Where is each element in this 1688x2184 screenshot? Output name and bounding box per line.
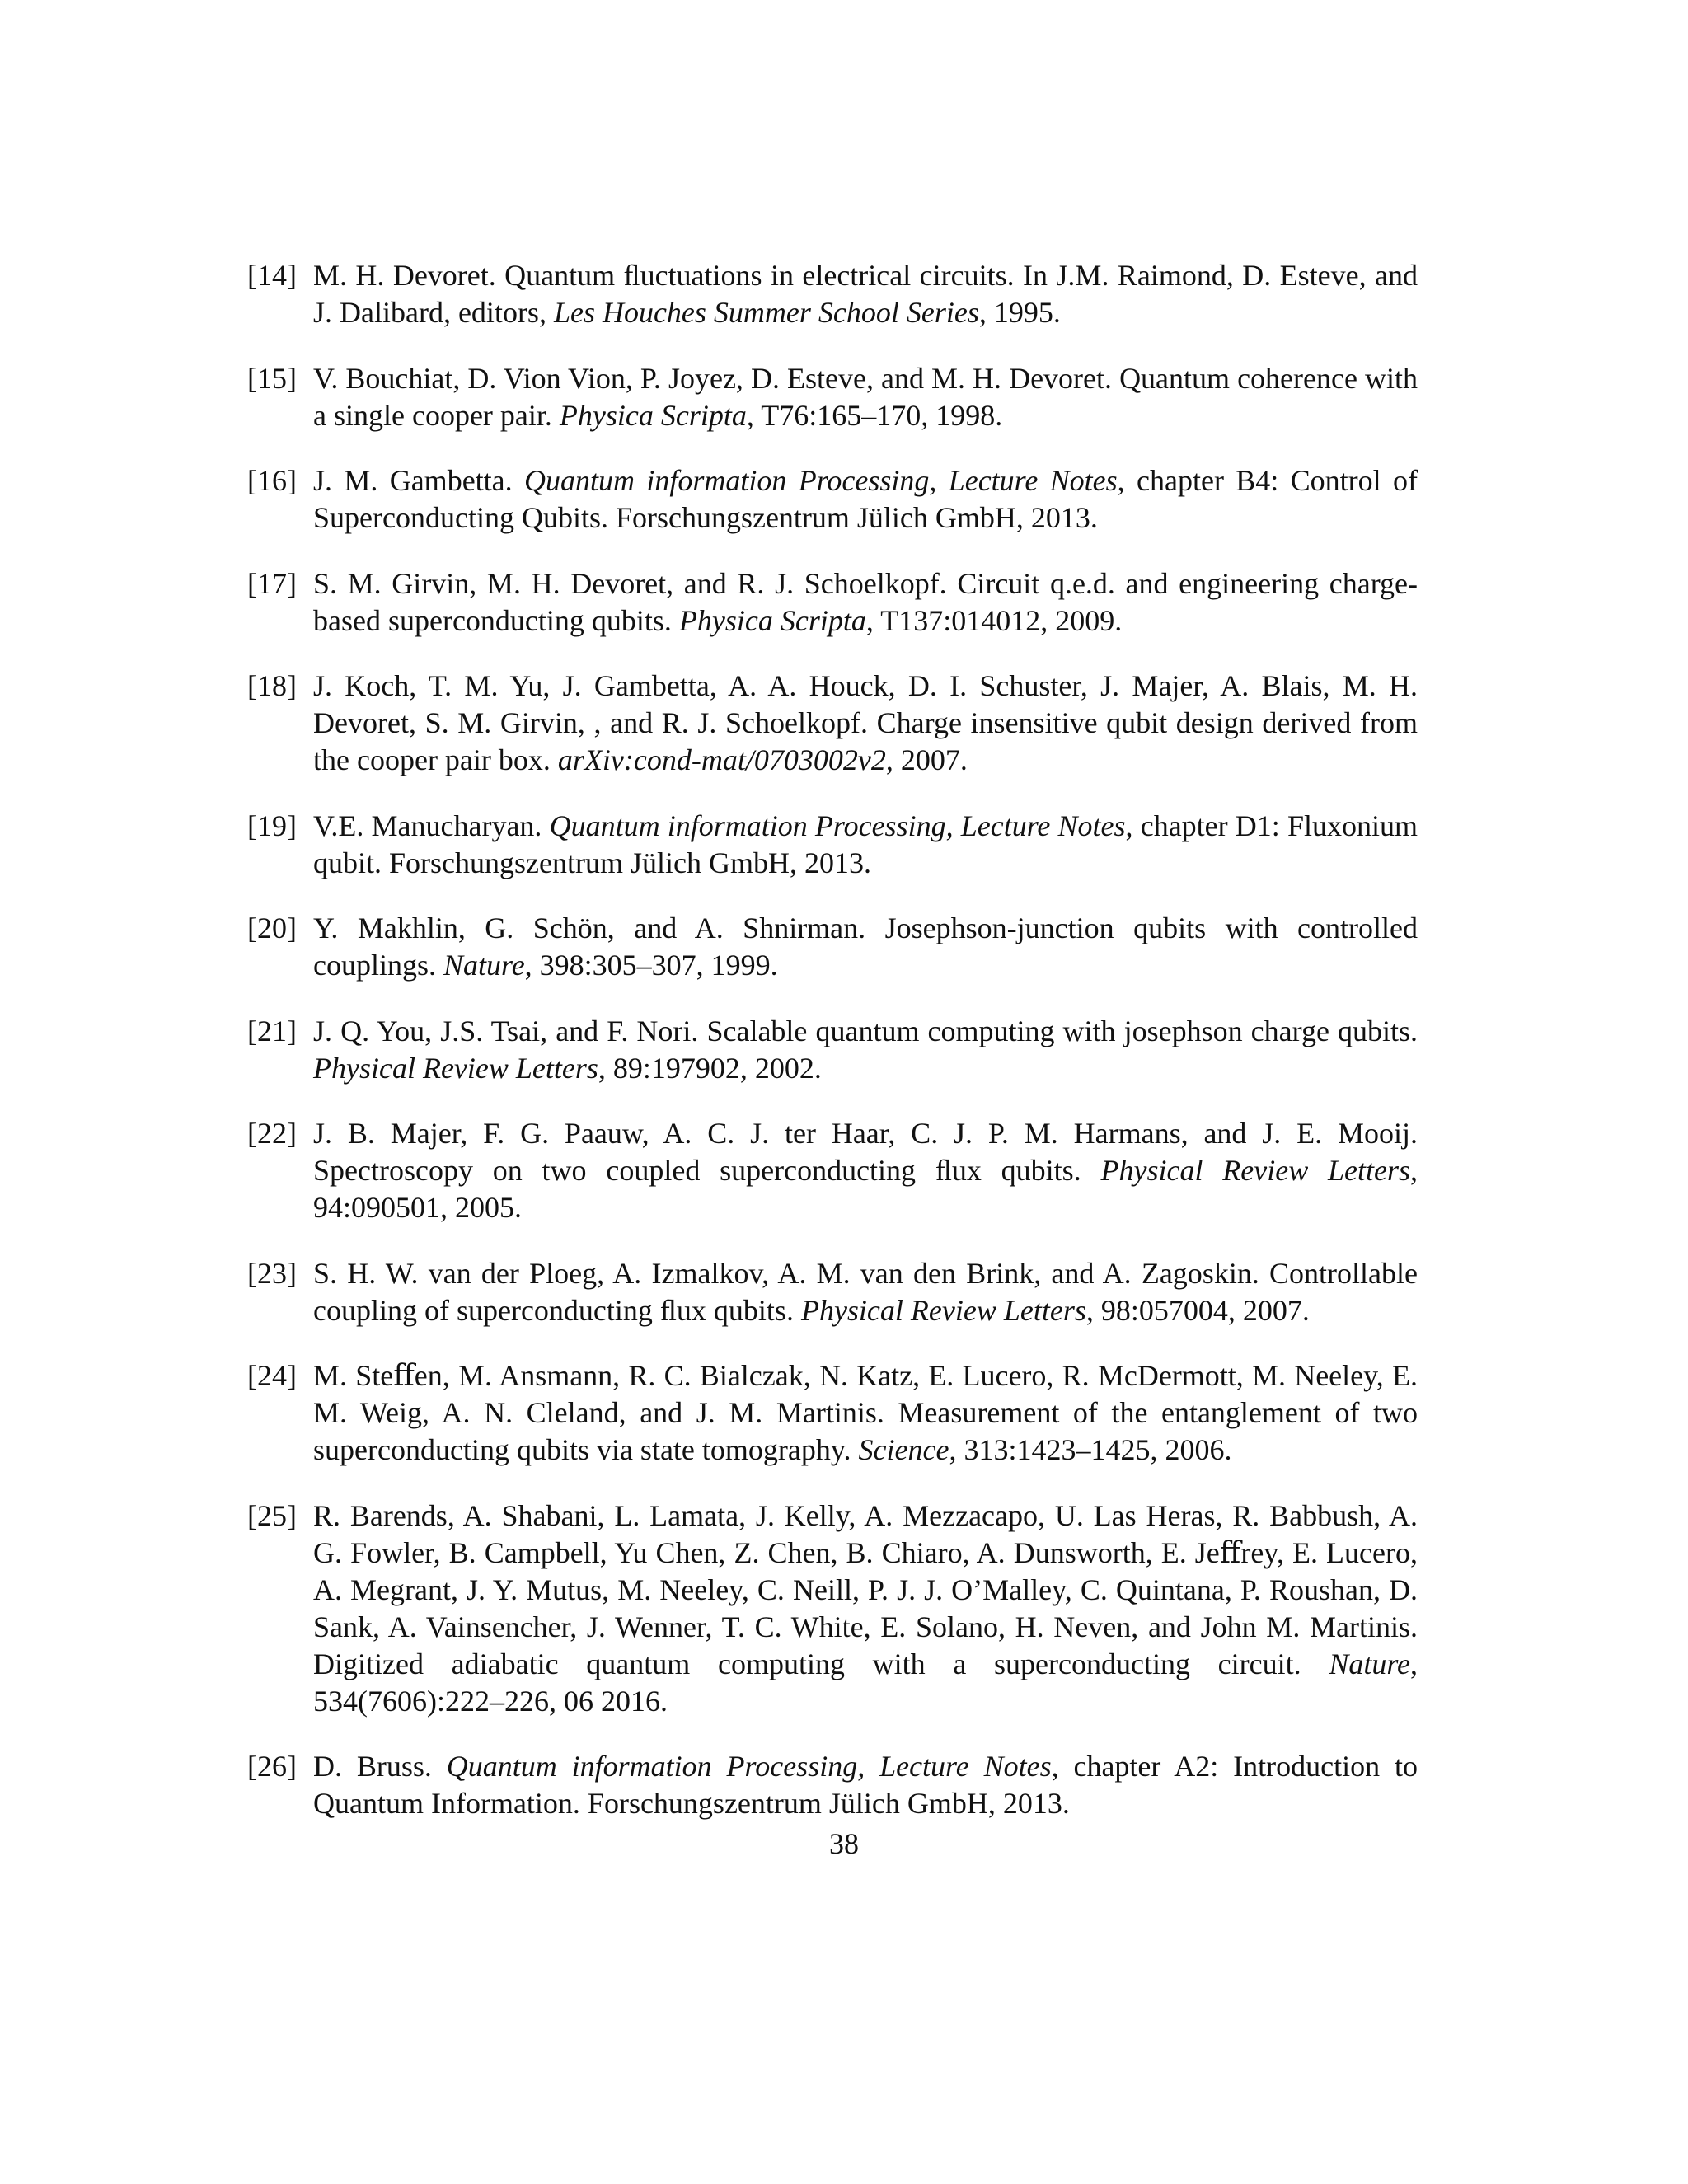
reference-item — [247, 257, 1418, 331]
reference-authors-title: Y. Makhlin, G. Schön, and A. Shnirman. Josephson-junction qubits with controlled couplings. — [313, 912, 1418, 982]
reference-source: Quantum information Processing, Lecture Notes — [446, 1750, 1052, 1783]
reference-authors-title: S. H. W. van der Ploeg, A. Izmalkov, A. M. van den Brink, and A. Zagoskin. Controllable coupling of superconducting ﬂux qubits. — [313, 1256, 1418, 1327]
reference-authors-title: R. Barends, A. Shabani, L. Lamata, J. Kelly, A. Mezzacapo, U. Las Heras, R. Babbush, A. G. Fowler, B. Campbell, Yu Chen, Z. Chen, B. Chiaro, A. Dunsworth, E. Jeﬀrey, E. Lucero, A. Megrant, J. Y. Mutus, M. Neeley, C. Neill, P. J. J. O’Malley, C. Quintana, P. Roushan, D. Sank, A. Vainsencher, J. Wenner, T. C. White, E. Solano, H. Neven, and John M. Martinis. Digitized adiabatic quantum computing with a superconducting circuit. — [313, 1498, 1418, 1680]
reference-source: Science — [858, 1433, 950, 1466]
reference-item — [247, 668, 1418, 779]
reference-details: , chapter B4: Control of Superconducting Qubits. Forschungszentrum Jülich GmbH, 2013. — [313, 464, 1418, 534]
reference-item — [247, 1497, 1418, 1720]
reference-text — [313, 1115, 1418, 1226]
reference-details: , 98:057004, 2007. — [1085, 1293, 1310, 1327]
reference-label: [24] — [247, 1359, 297, 1392]
reference-details: , T76:165–170, 1998. — [746, 398, 1003, 432]
reference-item — [247, 1357, 1418, 1469]
reference-item — [247, 1115, 1418, 1226]
reference-source: Physical Review Letters — [1100, 1154, 1411, 1187]
reference-authors-title: V. Bouchiat, D. Vion Vion, P. Joyez, D. Esteve, and M. H. Devoret. Quantum coherence with a single cooper pair. — [313, 361, 1418, 432]
reference-text — [313, 910, 1418, 984]
reference-source: Quantum information Processing, Lecture Notes — [549, 808, 1126, 842]
reference-text — [313, 668, 1418, 779]
reference-item — [247, 565, 1418, 640]
reference-details: , 398:305–307, 1999. — [524, 949, 778, 982]
reference-label: [26] — [247, 1750, 297, 1783]
reference-label: [25] — [247, 1498, 297, 1532]
reference-label: [15] — [247, 361, 297, 395]
reference-authors-title: J. Q. You, J.S. Tsai, and F. Nori. Scalable quantum computing with josephson charge qubits. — [313, 1014, 1418, 1047]
reference-text — [313, 1748, 1418, 1822]
reference-item — [247, 910, 1418, 984]
reference-label: [19] — [247, 808, 297, 842]
reference-label: [21] — [247, 1014, 297, 1047]
reference-text — [313, 1497, 1418, 1720]
reference-details: , 89:197902, 2002. — [598, 1051, 822, 1085]
reference-details: , chapter A2: Introduction to Quantum Information. Forschungszentrum Jülich GmbH, 2013. — [313, 1750, 1418, 1820]
reference-item — [247, 1013, 1418, 1087]
reference-authors-title: J. B. Majer, F. G. Paauw, A. C. J. ter Haar, C. J. P. M. Harmans, and J. E. Mooij. Spectroscopy on two coupled superconducting ﬂux qubits. — [313, 1117, 1418, 1187]
reference-item — [247, 1748, 1418, 1822]
reference-details: , chapter D1: Fluxonium qubit. Forschungszentrum Jülich GmbH, 2013. — [313, 808, 1418, 879]
reference-source: Physica Scripta — [559, 398, 747, 432]
reference-details: , 2007. — [885, 743, 968, 776]
reference-text — [313, 808, 1418, 882]
reference-authors-title: M. Steﬀen, M. Ansmann, R. C. Bialczak, N. Katz, E. Lucero, R. McDermott, M. Neeley, E. M. Weig, A. N. Cleland, and J. M. Martinis. Measurement of the entanglement of two superconducting qubits via state tomography. — [313, 1359, 1418, 1466]
reference-item — [247, 462, 1418, 537]
reference-text — [313, 462, 1418, 537]
page-number: 38 — [829, 1827, 859, 1860]
reference-source: Physical Review Letters — [800, 1293, 1086, 1327]
reference-details: , T137:014012, 2009. — [865, 603, 1123, 637]
reference-text — [313, 1255, 1418, 1329]
reference-source: Les Houches Summer School Series — [553, 296, 979, 329]
reference-text — [313, 565, 1418, 640]
reference-list — [247, 257, 1418, 1851]
reference-label: [14] — [247, 259, 297, 292]
reference-source: arXiv:cond-mat/0703002v2 — [557, 743, 886, 776]
reference-authors-title: V.E. Manucharyan. — [313, 808, 550, 842]
reference-text — [313, 1013, 1418, 1087]
reference-text — [313, 1357, 1418, 1469]
reference-label: [17] — [247, 566, 297, 600]
reference-source: Physica Scripta — [678, 603, 866, 637]
reference-label: [18] — [247, 669, 297, 702]
reference-authors-title: J. M. Gambetta. — [313, 464, 524, 497]
reference-label: [23] — [247, 1256, 297, 1290]
reference-authors-title: D. Bruss. — [313, 1750, 447, 1783]
reference-authors-title: S. M. Girvin, M. H. Devoret, and R. J. Schoelkopf. Circuit q.e.d. and engineering charge-based superconducting qubits. — [313, 566, 1418, 637]
reference-details: , 1995. — [978, 296, 1061, 329]
reference-text — [313, 257, 1418, 331]
reference-item — [247, 360, 1418, 434]
reference-item — [247, 1255, 1418, 1329]
reference-label: [20] — [247, 912, 297, 944]
reference-source: Physical Review Letters — [313, 1051, 598, 1085]
reference-source: Nature — [1329, 1647, 1410, 1680]
reference-details: , 94:090501, 2005. — [313, 1154, 1418, 1224]
reference-label: [22] — [247, 1117, 297, 1150]
reference-authors-title: J. Koch, T. M. Yu, J. Gambetta, A. A. Houck, D. I. Schuster, J. Majer, A. Blais, M. H. Devoret, S. M. Girvin, , and R. J. Schoelkopf. Charge insensitive qubit design derived from the cooper pair box. — [313, 669, 1418, 776]
reference-item — [247, 808, 1418, 882]
reference-source: Quantum information Processing, Lecture Notes — [524, 464, 1118, 497]
reference-details: , 313:1423–1425, 2006. — [949, 1433, 1232, 1466]
reference-text — [313, 360, 1418, 434]
reference-source: Nature — [443, 949, 525, 982]
reference-details: , 534(7606):222–226, 06 2016. — [313, 1647, 1418, 1718]
reference-label: [16] — [247, 464, 297, 497]
reference-authors-title: M. H. Devoret. Quantum ﬂuctuations in electrical circuits. In J.M. Raimond, D. Esteve, and J. Dalibard, editors, — [313, 259, 1418, 329]
